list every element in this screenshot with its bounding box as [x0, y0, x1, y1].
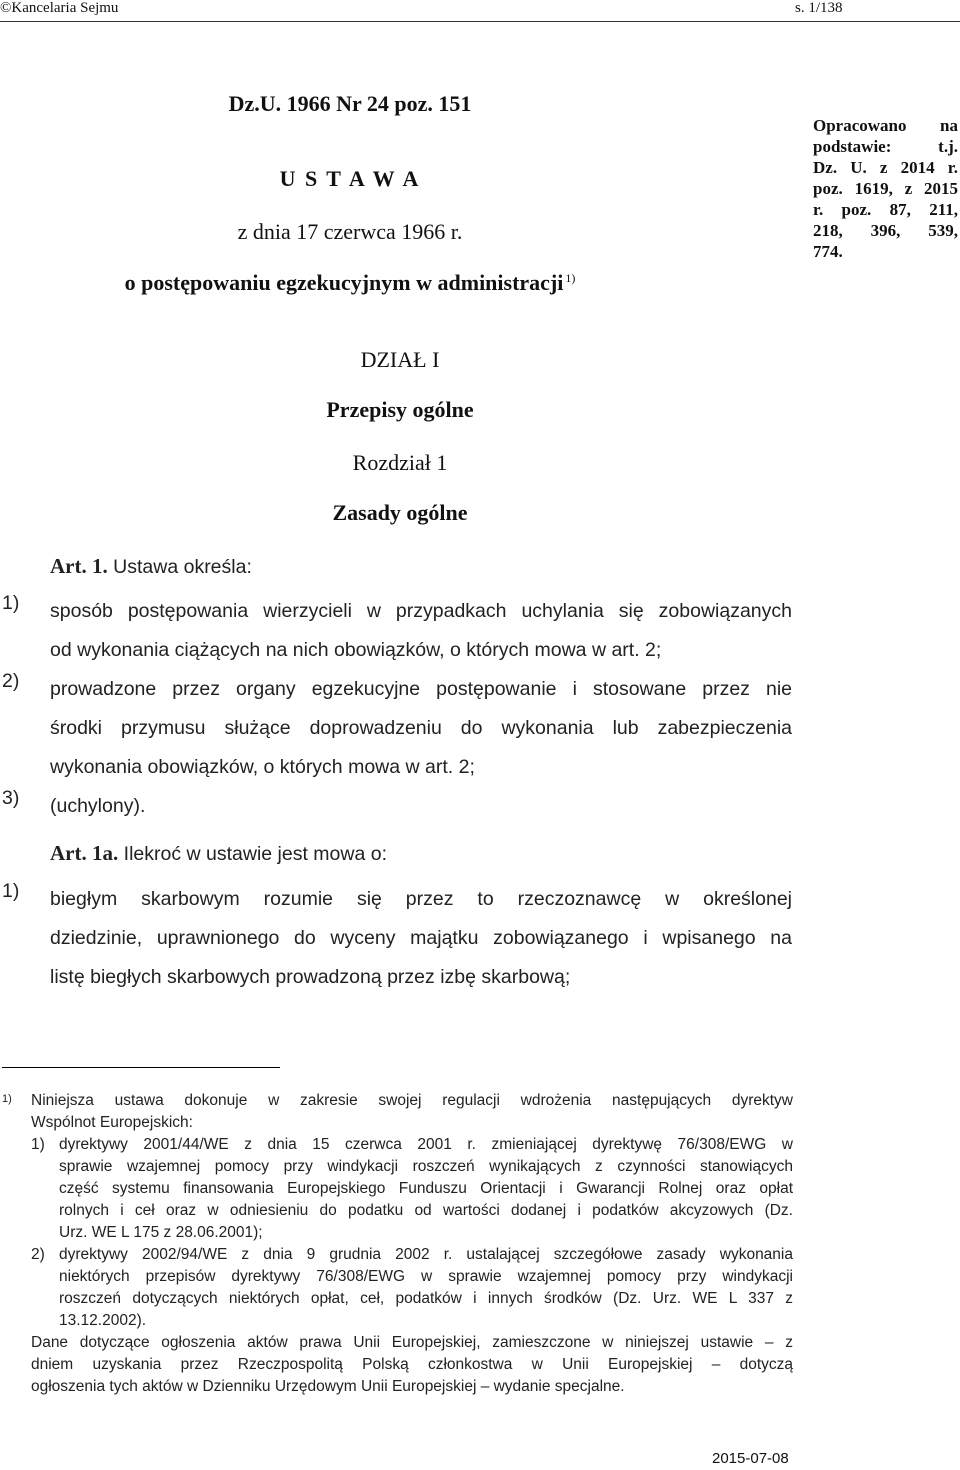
footnote-reference[interactable]: 1) [565, 271, 576, 285]
consolidation-note-line: Dz. U. z 2014 r. [813, 158, 958, 177]
footnote-line: Dane dotyczące ogłoszenia aktów prawa Unii Europejskiej, zamieszczone w niniejszej ustawie – z [31, 1334, 793, 1351]
footnote-line: dyrektywy 2002/94/WE z dnia 9 grudnia 2002 r. ustalającej szczegółowe zasady wykonania [59, 1246, 793, 1263]
article-1-intro: Ustawa określa: [113, 556, 252, 578]
list-item-line: wykonania obowiązków, o których mowa w art. 2; [50, 756, 475, 778]
footnote-intro [31, 1090, 793, 1134]
footnote-line: rolnych i ceł oraz w odniesieniu do podatku od wartości dodanej i podatków akcyzowych (Dz. [59, 1202, 793, 1219]
list-item-line: sposób postępowania wierzycieli w przypadkach uchylania się zobowiązanych [50, 600, 792, 622]
journal-reference: Dz.U. 1966 Nr 24 poz. 151 [228, 91, 472, 116]
header-page-number: s. 1/138 [795, 0, 843, 16]
consolidation-note-line: 774. [813, 242, 843, 261]
footnote-item [31, 1134, 793, 1244]
footnote-divider [2, 1067, 280, 1068]
footnote-mark: 1) [2, 1093, 12, 1105]
list-item-line: (uchylony). [50, 795, 146, 817]
list-item [2, 880, 792, 998]
list-item [2, 670, 792, 788]
footnote-item [31, 1244, 793, 1332]
header-source: ©Kancelaria Sejmu [0, 0, 119, 16]
list-item-line: listę biegłych skarbowych prowadzoną przez izbę skarbową; [50, 966, 571, 988]
footer-date: 2015-07-08 [712, 1450, 789, 1467]
act-subject-text: o postępowaniu egzekucyjnym w administracji [124, 270, 564, 295]
act-type: U S T A W A [279, 166, 421, 191]
list-item-line: środki przymusu służące doprowadzeniu do wykonania lub zabezpieczenia [50, 717, 792, 739]
footnote-line: roszczeń dotyczących niektórych opłat, ceł, podatków i innych środków (Dz. Urz. WE L 337 z [59, 1290, 793, 1307]
article-1a-label: Art. 1a. [50, 841, 119, 865]
consolidation-note-line: Opracowano na [813, 116, 958, 135]
list-item-number: 3) [2, 787, 20, 809]
act-date: z dnia 17 czerwca 1966 r. [237, 219, 463, 244]
list-item-number: 2) [2, 670, 20, 692]
list-item [2, 787, 792, 827]
footnote-item-number: 2) [31, 1246, 45, 1263]
article-1a-intro: Ilekroć w ustawie jest mowa o: [123, 843, 388, 865]
footnote-line: część systemu finansowania Europejskiego Funduszu Orientacji i Gwarancji Rolnej oraz opłat [59, 1180, 793, 1197]
footnote-line: 13.12.2002). [59, 1312, 147, 1329]
consolidation-note-line: poz. 1619, z 2015 [813, 179, 958, 198]
article-1a-header [50, 841, 387, 866]
section-heading: DZIAŁ I [360, 347, 440, 372]
consolidation-note-line: r. poz. 87, 211, [813, 200, 958, 219]
consolidation-note-line: 218, 396, 539, [813, 221, 958, 240]
act-subject [120, 270, 580, 296]
list-item-line: dziedzinie, uprawnionego do wyceny majątku zobowiązanego i wpisanego na [50, 927, 792, 949]
footnote-line: dyrektywy 2001/44/WE z dnia 15 czerwca 2001 r. zmieniającej dyrektywę 76/308/EWG w [59, 1136, 793, 1153]
footnote-line: ogłoszenia tych aktów w Dzienniku Urzędowym Unii Europejskiej – wydanie specjalne. [31, 1378, 625, 1395]
article-1-header [50, 554, 252, 579]
footnote-line: dniem uzyskania przez Rzeczpospolitą Polską członkostwa w Unii Europejskiej – dotyczą [31, 1356, 793, 1373]
footnote-item-number: 1) [31, 1136, 45, 1153]
footnote-line: Wspólnot Europejskich: [31, 1114, 193, 1131]
header-divider [0, 21, 960, 22]
article-1-label: Art. 1. [50, 554, 108, 578]
consolidation-note-line: podstawie: t.j. [813, 137, 958, 156]
footnote-line: sprawie wzajemnej pomocy przy windykacji roszczeń wynikających z czynności stanowiących [59, 1158, 793, 1175]
footnote-line: Urz. WE L 175 z 28.06.2001); [59, 1224, 263, 1241]
section-title: Przepisy ogólne [326, 397, 474, 422]
consolidation-note [813, 115, 958, 262]
list-item-line: od wykonania ciążących na nich obowiązków, o których mowa w art. 2; [50, 639, 662, 661]
list-item-number: 1) [2, 592, 20, 614]
list-item [2, 592, 792, 672]
footnote-line: Niniejsza ustawa dokonuje w zakresie swojej regulacji wdrożenia następujących dyrektyw [31, 1092, 793, 1109]
chapter-title: Zasady ogólne [332, 500, 468, 525]
footnote-closing [31, 1332, 793, 1398]
list-item-line: biegłym skarbowym rozumie się przez to rzeczoznawcę w określonej [50, 888, 792, 910]
list-item-line: prowadzone przez organy egzekucyjne postępowanie i stosowane przez nie [50, 678, 792, 700]
list-item-number: 1) [2, 880, 20, 902]
chapter-heading: Rozdział 1 [352, 450, 448, 475]
footnote-line: niektórych przepisów dyrektywy 76/308/EWG w sprawie wzajemnej pomocy przy windykacji [59, 1268, 793, 1285]
